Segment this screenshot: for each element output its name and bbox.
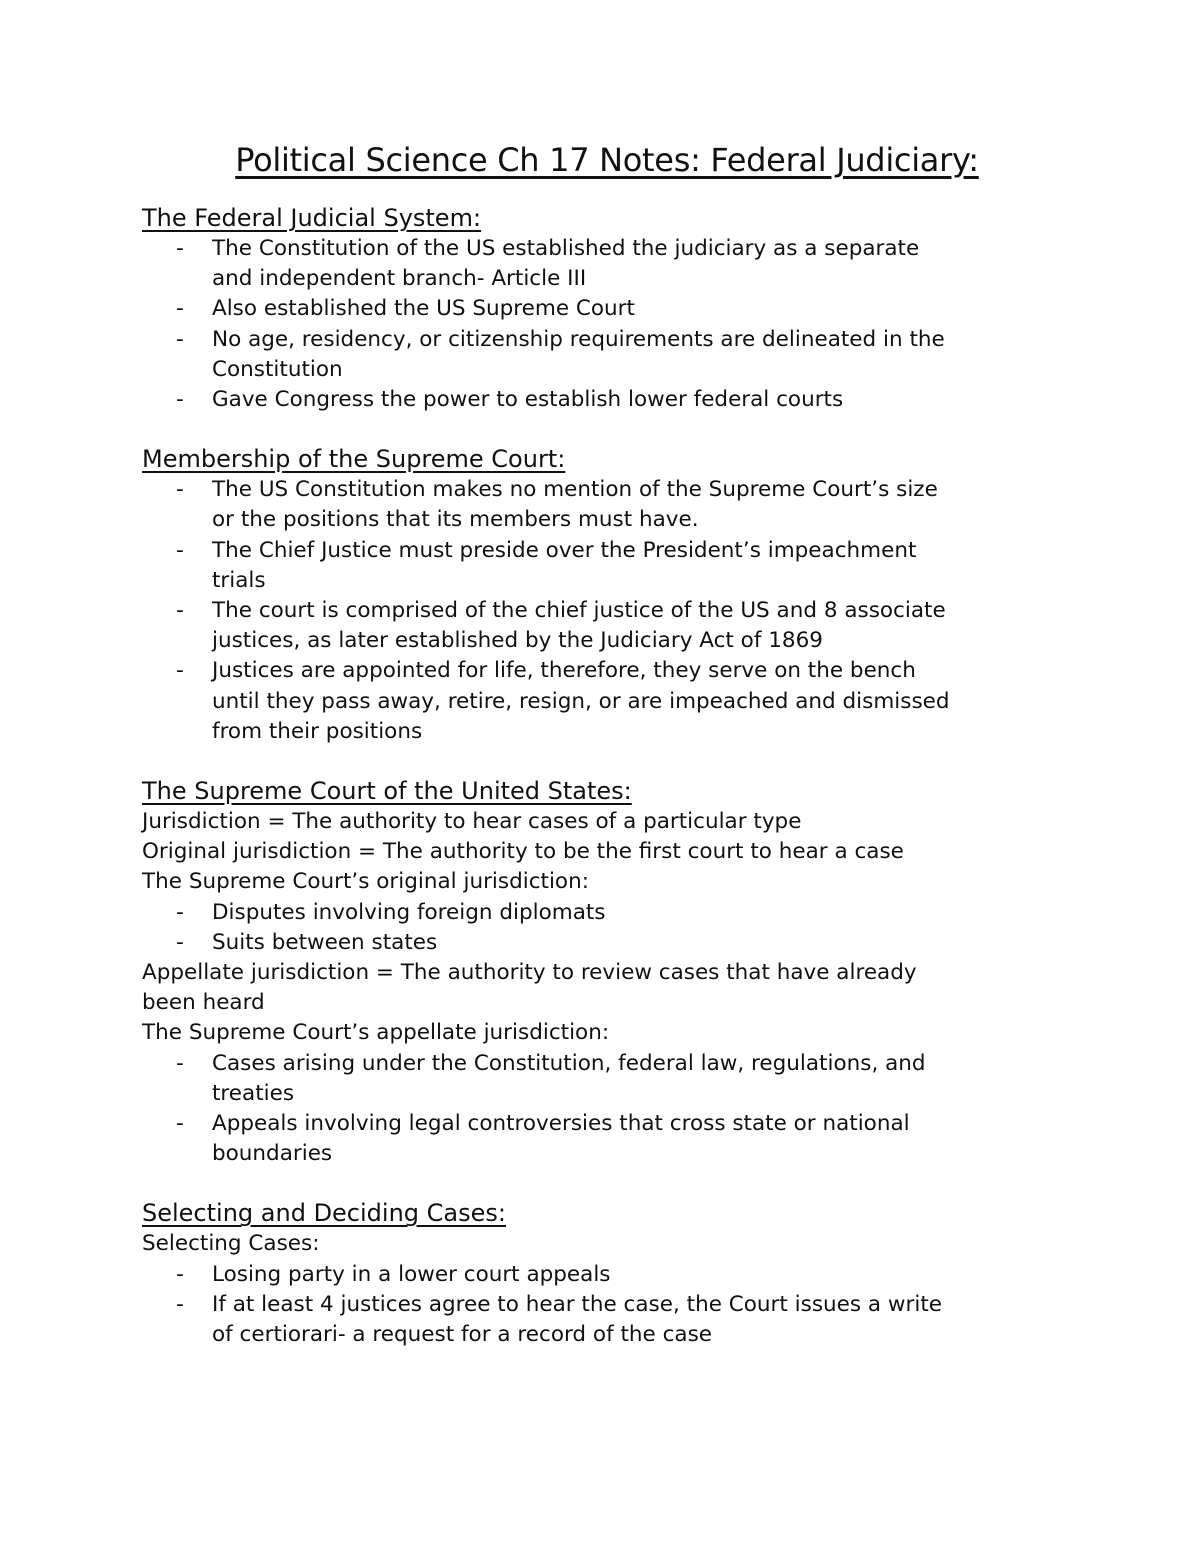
dash-marker: - xyxy=(176,929,184,955)
dash-marker: - xyxy=(176,658,184,684)
section-supreme-court xyxy=(142,775,1072,1169)
section-heading: Membership of the Supreme Court: xyxy=(142,445,566,474)
section-heading: The Federal Judicial System: xyxy=(142,204,482,232)
dash-marker: - xyxy=(176,899,184,925)
dash-marker: - xyxy=(176,1261,184,1287)
dash-marker: - xyxy=(176,236,184,261)
list-item: - Disputes involving foreign diplomats xyxy=(142,898,1072,928)
section-heading: Selecting and Deciding Cases: xyxy=(142,1199,506,1228)
document-page xyxy=(142,140,1072,1378)
list-item: - Suits between states xyxy=(142,928,1072,958)
selecting-cases-intro: Selecting Cases: xyxy=(142,1231,320,1257)
dash-marker: - xyxy=(176,387,184,413)
bullet-list xyxy=(142,1049,1072,1170)
original-jurisdiction-intro: The Supreme Court’s original jurisdiction: xyxy=(142,869,589,895)
dash-marker: - xyxy=(176,598,184,624)
list-item: - Appeals involving legal controversies that cross state or national boundaries xyxy=(176,1111,910,1167)
appellate-jurisdiction-intro: The Supreme Court’s appellate jurisdiction: xyxy=(142,1020,610,1046)
list-item: - The Chief Justice must preside over the President’s impeachment trials xyxy=(176,537,917,593)
list-item: - Justices are appointed for life, therefore, they serve on the bench until they pass away, retire, resign, or are impeached and dismissed from their positions xyxy=(176,658,950,744)
list-item: - The court is comprised of the chief justice of the US and 8 associate justices, as later established by the Judiciary Act of 1869 xyxy=(176,598,946,654)
document-title: Political Science Ch 17 Notes: Federal Judiciary: xyxy=(235,141,979,179)
dash-marker: - xyxy=(176,1291,184,1317)
dash-marker: - xyxy=(176,1111,184,1137)
dash-marker: - xyxy=(176,537,184,563)
list-item: - Cases arising under the Constitution, federal law, regulations, and treaties xyxy=(176,1050,926,1106)
appellate-jurisdiction-definition-cont: been heard xyxy=(142,990,265,1016)
dash-marker: - xyxy=(176,1050,184,1076)
bullet-list xyxy=(142,475,1072,747)
dash-marker: - xyxy=(176,296,184,322)
bullet-list xyxy=(142,898,1072,958)
bullet-list xyxy=(142,234,1072,415)
list-item: - Gave Congress the power to establish lower federal courts xyxy=(142,385,1072,415)
jurisdiction-definition: Jurisdiction = The authority to hear cases of a particular type xyxy=(142,809,802,835)
section-membership xyxy=(142,443,1072,747)
list-item: - The US Constitution makes no mention of the Supreme Court’s size or the positions that its members must have. xyxy=(176,477,938,533)
list-item: - Also established the US Supreme Court xyxy=(142,294,1072,324)
list-item: - The Constitution of the US established the judiciary as a separate and independent branch- Article III xyxy=(176,236,920,292)
section-selecting-cases xyxy=(142,1197,1072,1350)
list-item: - If at least 4 justices agree to hear the case, the Court issues a write of certiorari- a request for a record of the case xyxy=(176,1291,942,1348)
list-item: - Losing party in a lower court appeals xyxy=(142,1260,1072,1290)
section-heading: The Supreme Court of the United States: xyxy=(142,777,632,806)
dash-marker: - xyxy=(176,326,184,352)
section-federal-judicial-system xyxy=(142,202,1072,415)
dash-marker: - xyxy=(176,477,184,503)
list-item: - No age, residency, or citizenship requirements are delineated in the Constitution xyxy=(176,326,945,382)
bullet-list xyxy=(142,1260,1072,1351)
original-jurisdiction-definition: Original jurisdiction = The authority to be the first court to hear a case xyxy=(142,839,904,865)
appellate-jurisdiction-definition: Appellate jurisdiction = The authority to review cases that have already xyxy=(142,960,917,986)
